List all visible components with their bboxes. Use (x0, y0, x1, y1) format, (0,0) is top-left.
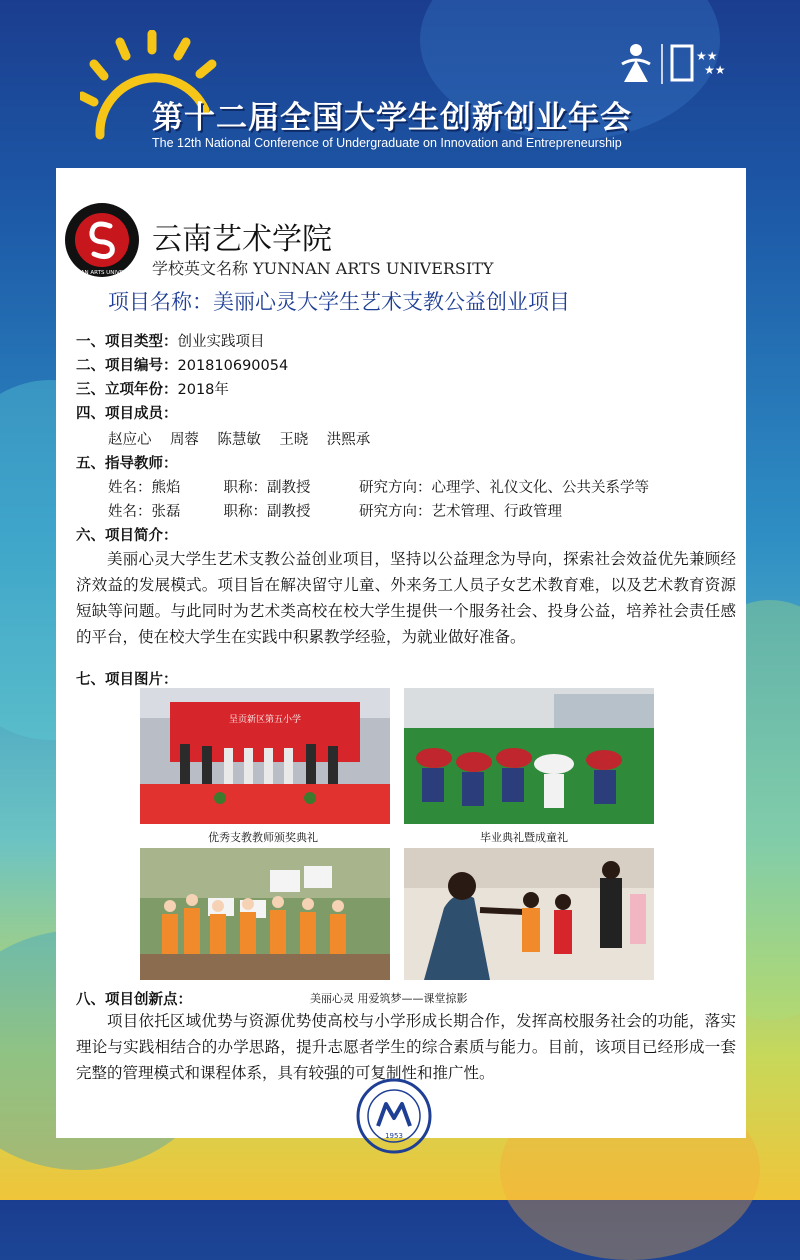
advisor-research: 心理学、礼仪文化、公共关系学等 (431, 480, 649, 496)
graduation-ceremony-photo (404, 688, 654, 824)
advisor-title-label: 职称： (223, 480, 267, 496)
conference-title: 第十二届全国大学生创新创业年会 (152, 100, 632, 136)
advisor-name-label: 姓名： (108, 480, 152, 496)
advisor-title-label: 职称： (223, 504, 267, 520)
members-list (108, 428, 370, 449)
photo-caption: 美丽心灵 用爱筑梦——课堂掠影 (310, 992, 468, 1005)
project-code-row (76, 354, 288, 375)
svg-text:★★: ★★ (704, 63, 726, 77)
project-type-value: 创业实践项目 (177, 334, 265, 350)
advisor-name: 熊焰 (151, 480, 181, 496)
classroom-photo (404, 848, 654, 980)
photos-label: 七、项目图片： (76, 672, 178, 688)
school-english-name (152, 256, 493, 279)
advisors-label: 五、指导教师： (76, 456, 178, 472)
conference-logos-icon (620, 38, 740, 88)
advisor-name: 张磊 (151, 504, 181, 520)
photo-caption: 优秀支教教师颁奖典礼 (208, 831, 318, 844)
school-name: 云南艺术学院 (152, 222, 332, 257)
intro-label: 六、项目简介： (76, 528, 178, 544)
project-type-row (76, 330, 265, 351)
content-card (56, 168, 746, 1138)
school-logo-icon (64, 202, 140, 278)
school-english-value: YUNNAN ARTS UNIVERSITY (253, 259, 494, 278)
advisor-row (108, 500, 562, 521)
children-artwork-photo (140, 848, 390, 980)
ceremony-banner-text: 呈贡新区第五小学 (228, 715, 302, 725)
school-logo-text: YUNNAN ARTS UNIVERSITY (65, 270, 139, 276)
project-year-value: 2018年 (177, 382, 229, 398)
advisor-title: 副教授 (267, 480, 311, 496)
member-name: 赵应心 (108, 432, 152, 448)
intro-paragraph: 美丽心灵大学生艺术支教公益创业项目，坚持以公益理念为导向，探索社会效益优先兼顾经济效益的发展模式。项目旨在解决留守儿童、外来务工人员子女艺术教育难，以及艺术教育资源短缺等问题。与此同时为艺术类高校在校大学生提供一个服务社会、投身公益，培养社会责任感的平台，使在校大学生在实践中积累教学经验，为就业做好准备。 (76, 550, 736, 646)
photo-caption: 毕业典礼暨成童礼 (480, 831, 568, 844)
advisor-research-label: 研究方向： (359, 480, 432, 496)
advisor-name-label: 姓名： (108, 504, 152, 520)
award-ceremony-photo (140, 688, 390, 824)
project-title: 项目名称：美丽心灵大学生艺术支教公益创业项目 (108, 290, 570, 314)
advisor-row (108, 476, 649, 497)
university-seal-icon (356, 1078, 432, 1154)
member-name: 陈慧敏 (217, 432, 261, 448)
member-name: 周蓉 (169, 432, 199, 448)
seal-year: 1953 (385, 1132, 403, 1140)
members-label: 四、项目成员： (76, 406, 178, 422)
project-year-row (76, 378, 229, 399)
innovation-paragraph: 项目依托区域优势与资源优势使高校与小学形成长期合作，发挥高校服务社会的功能，落实理论与实践相结合的办学思路，提升志愿者学生的综合素质与能力。目前，该项目已经形成一套完整的管理模式和课程体系，具有较强的可复制性和推广性。 (76, 1012, 736, 1082)
advisor-research-label: 研究方向： (359, 504, 432, 520)
svg-text:★★: ★★ (696, 49, 718, 63)
conference-subtitle: The 12th National Conference of Undergraduate on Innovation and Entrepreneurship (152, 136, 622, 150)
advisor-title: 副教授 (267, 504, 311, 520)
member-name: 王晓 (279, 432, 309, 448)
member-name: 洪熙承 (326, 432, 371, 448)
project-code-value: 201810690054 (177, 358, 289, 374)
project-year-label: 三、立项年份： (76, 382, 178, 398)
innovation-label: 八、项目创新点： (76, 992, 192, 1008)
project-type-label: 一、项目类型： (76, 334, 178, 350)
school-english-label: 学校英文名称 (152, 259, 249, 278)
advisor-research: 艺术管理、行政管理 (431, 504, 562, 520)
project-code-label: 二、项目编号： (76, 358, 178, 374)
